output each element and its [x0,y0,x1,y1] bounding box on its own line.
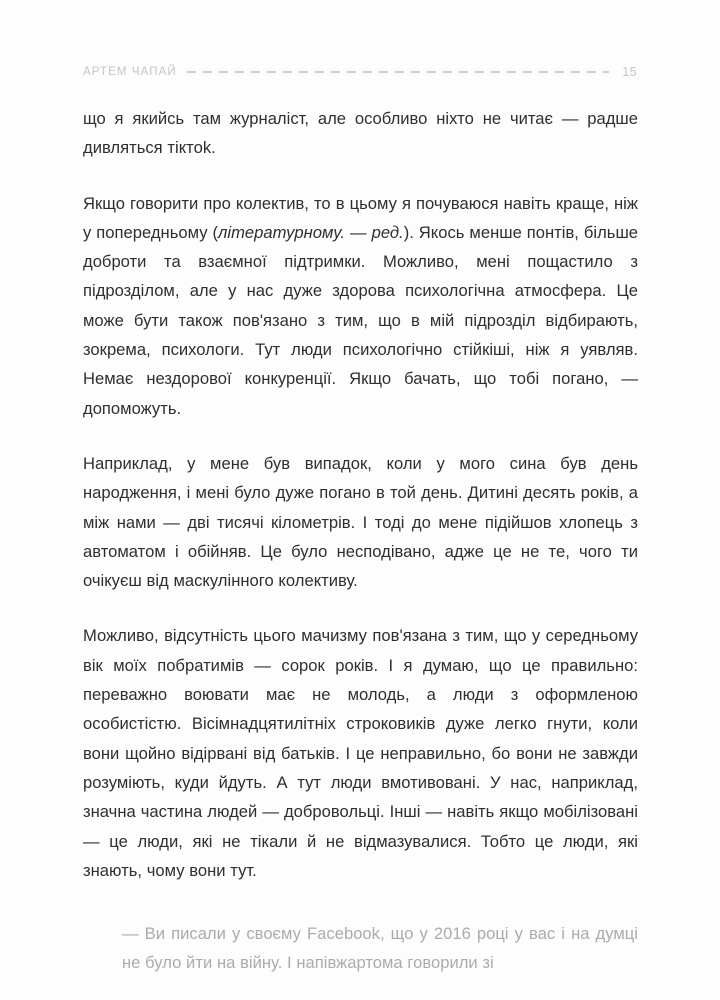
paragraph-1 [83,104,638,163]
paragraph-2 [83,189,638,423]
body-text-column [83,104,638,978]
paragraph-1-text: що я якийсь там журналіст, але особливо ніхто не читає — радше дивляться тіктоk. [83,109,638,158]
paragraph-3 [83,449,638,595]
dashed-rule-divider [187,71,609,73]
paragraph-4 [83,621,638,885]
page-number: 15 [622,65,637,79]
running-header-author: АРТЕМ ЧАПАЙ [83,66,177,78]
paragraph-3-text: Наприклад, у мене був випадок, коли у мого сина був день народження, і мені було дуже погано в той день. Дитині десять років, а між нами — дві тисячі кілометрів. І тоді до мене підійшов хлопець з автоматом і обійняв. Це було несподівано, адже це не те, чого ти очікуєш від маскулінного колективу. [83,453,638,591]
paragraph-2-text-tail: ). Якось менше понтів, більше доброти та взаємної підтримки. Можливо, мені пощастило з підрозділом, але у нас дуже здорова психологічна атмосфера. Це може бути також пов'язано з тим, що в мій підрозділ відбирають, зокрема, психологи. Тут люди психологічно стійкіші, ніж я уявляв. Немає нездорової конкуренції. Якщо бачать, що тобі погано, — допоможуть. [83,222,639,418]
paragraph-4-text: Можливо, відсутність цього мачизму пов'язана з тим, що у середньому вік моїх побратимів — сорок років. І я думаю, що це правильно: переважно воювати має не молодь, а люди з оформленою особистістю. Вісімнадцятилітніх строковиків дуже легко гнути, коли вони щойно відірвані від батьків. І це неправильно, бо вони не завжди розуміють, куди йдуть. А тут люди вмотивовані. У нас, наприклад, значна частина людей — добровольці. Інші — навіть якщо мобілізовані — це люди, які не тікали й не відмазувалися. Тобто це люди, які знають, чому вони тут. [83,626,638,880]
interviewer-question-text: — Ви писали у своєму Facebook, що у 2016 році у вас і на думці не було йти на війну. І напівжартома говорили зі [122,924,638,973]
paragraph-2-text-lead: Якщо говорити про колектив, то в цьому я почуваюся навіть краще, ніж у попередньому ( [83,193,638,242]
running-header [83,62,637,82]
editorial-note-italic: літературному. — ред. [218,222,404,242]
interviewer-question [122,919,638,978]
